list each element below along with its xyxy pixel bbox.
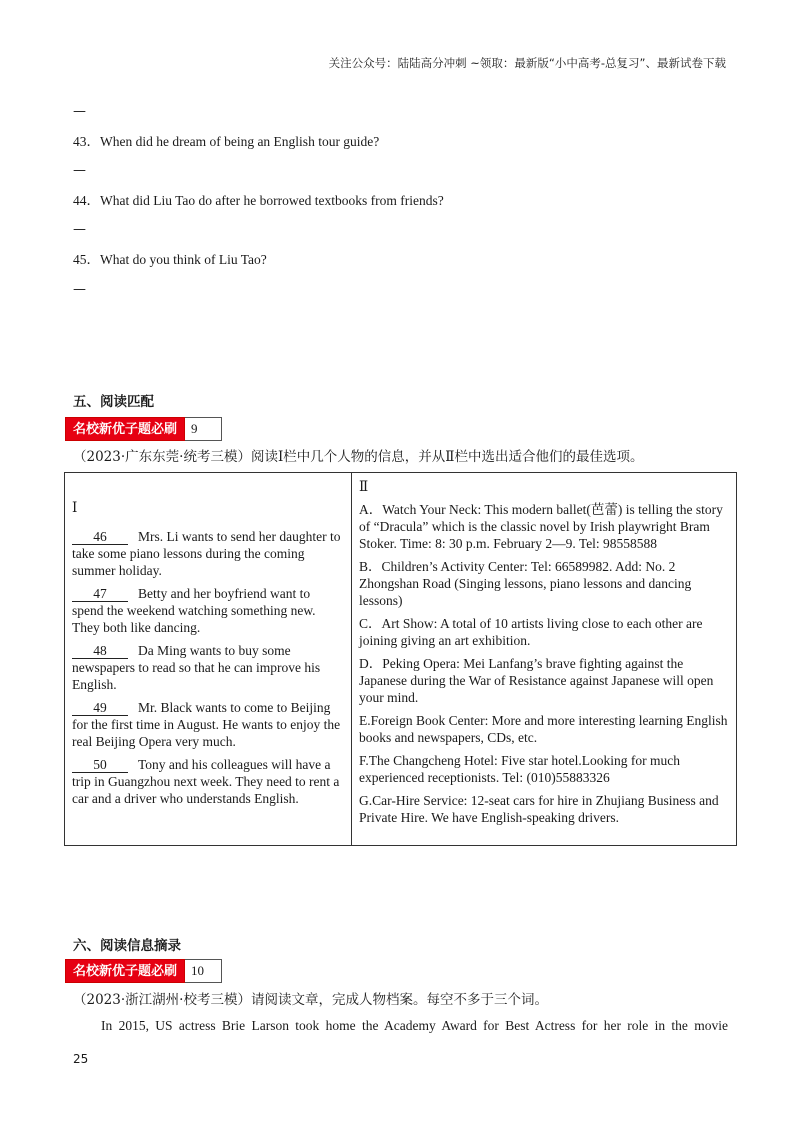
person-item: 48 Da Ming wants to buy some newspapers to read so that he can improve his English. — [72, 643, 321, 692]
question-44: 44．What did Liu Tao do after he borrowed textbooks from friends? — [73, 193, 444, 208]
option-b: B．Children’s Activity Center: Tel: 66589982. Add: No. 2 Zhongshan Road (Singing lessons, piano lessons and dancing lessons) — [359, 559, 692, 608]
page-header: 关注公众号：陆陆高分冲刺 ~领取：最新版“小中高考-总复习”、最新试卷下载 — [328, 56, 726, 70]
question-43: 43．When did he dream of being an English tour guide? — [73, 134, 380, 149]
option-e: E.Foreign Book Center: More and more interesting learning English books and newspapers, CDs, etc. — [359, 713, 728, 745]
answer-dash: — — [73, 282, 86, 297]
option-a: A．Watch Your Neck: This modern ballet(芭蕾) is telling the story of “Dracula” which is the classic novel by Irish playwright Bram Stoker. Time: 8: 30 p.m. February 2—9. Tel: 98558588 — [359, 502, 723, 551]
person-item: 49 Mr. Black wants to come to Beijing for the first time in August. He wants to enjoy the real Beijing Opera very much. — [72, 700, 341, 749]
answer-blank[interactable]: 49 — [72, 701, 128, 716]
person-item: 46 Mrs. Li wants to send her daughter to take some piano lessons during the coming summer holiday. — [72, 529, 341, 578]
option-f: F.The Changcheng Hotel: Five star hotel.Looking for much experienced receptionists. Tel: (010)55883326 — [359, 753, 680, 785]
section-title-reading-matching: 五、阅读匹配 — [73, 394, 154, 410]
badge-number: 9 — [185, 417, 222, 441]
question-45: 45．What do you think of Liu Tao? — [73, 252, 267, 267]
answer-blank[interactable]: 47 — [72, 587, 128, 602]
option-c: C．Art Show: A total of 10 artists living close to each other are joining giving an art exhibition. — [359, 616, 703, 648]
section-title-info-extraction: 六、阅读信息摘录 — [73, 938, 181, 954]
page-number: 25 — [73, 1052, 89, 1066]
badge-label: 名校新优子题必刷 — [65, 959, 185, 983]
school-badge — [65, 959, 222, 983]
question-source: （2023·浙江湖州·校考三模）请阅读文章，完成人物档案。每空不多于三个词。 — [73, 992, 548, 1008]
answer-dash: — — [73, 104, 86, 119]
question-source: （2023·广东东莞·统考三模）阅读Ⅰ栏中几个人物的信息，并从Ⅱ栏中选出适合他们的最佳选项。 — [73, 449, 644, 465]
matching-table — [64, 472, 737, 846]
school-badge — [65, 417, 222, 441]
answer-blank[interactable]: 46 — [72, 530, 128, 545]
option-g: G.Car-Hire Service: 12-seat cars for hire in Zhujiang Business and Private Hire. We have English-speaking drivers. — [359, 793, 719, 825]
column-two-heading: Ⅱ — [359, 479, 369, 494]
person-item: 50 Tony and his colleagues will have a trip in Guangzhou next week. They need to rent a car and a driver who understands English. — [72, 757, 340, 806]
answer-blank[interactable]: 50 — [72, 758, 128, 773]
person-item: 47 Betty and her boyfriend want to spend the weekend watching something new. They both like dancing. — [72, 586, 316, 635]
answer-blank[interactable]: 48 — [72, 644, 128, 659]
column-one-heading: Ⅰ — [72, 500, 78, 515]
option-d: D．Peking Opera: Mei Lanfang’s brave fighting against the Japanese during the War of Resistance against Japanese will open your mind. — [359, 656, 714, 705]
column-one — [65, 473, 352, 846]
answer-dash: — — [73, 163, 86, 178]
answer-dash: — — [73, 222, 86, 237]
badge-label: 名校新优子题必刷 — [65, 417, 185, 441]
badge-number: 10 — [185, 959, 222, 983]
reading-passage: In 2015, US actress Brie Larson took home the Academy Award for Best Actress for her role in the movie — [101, 1018, 728, 1033]
column-two — [352, 473, 737, 846]
